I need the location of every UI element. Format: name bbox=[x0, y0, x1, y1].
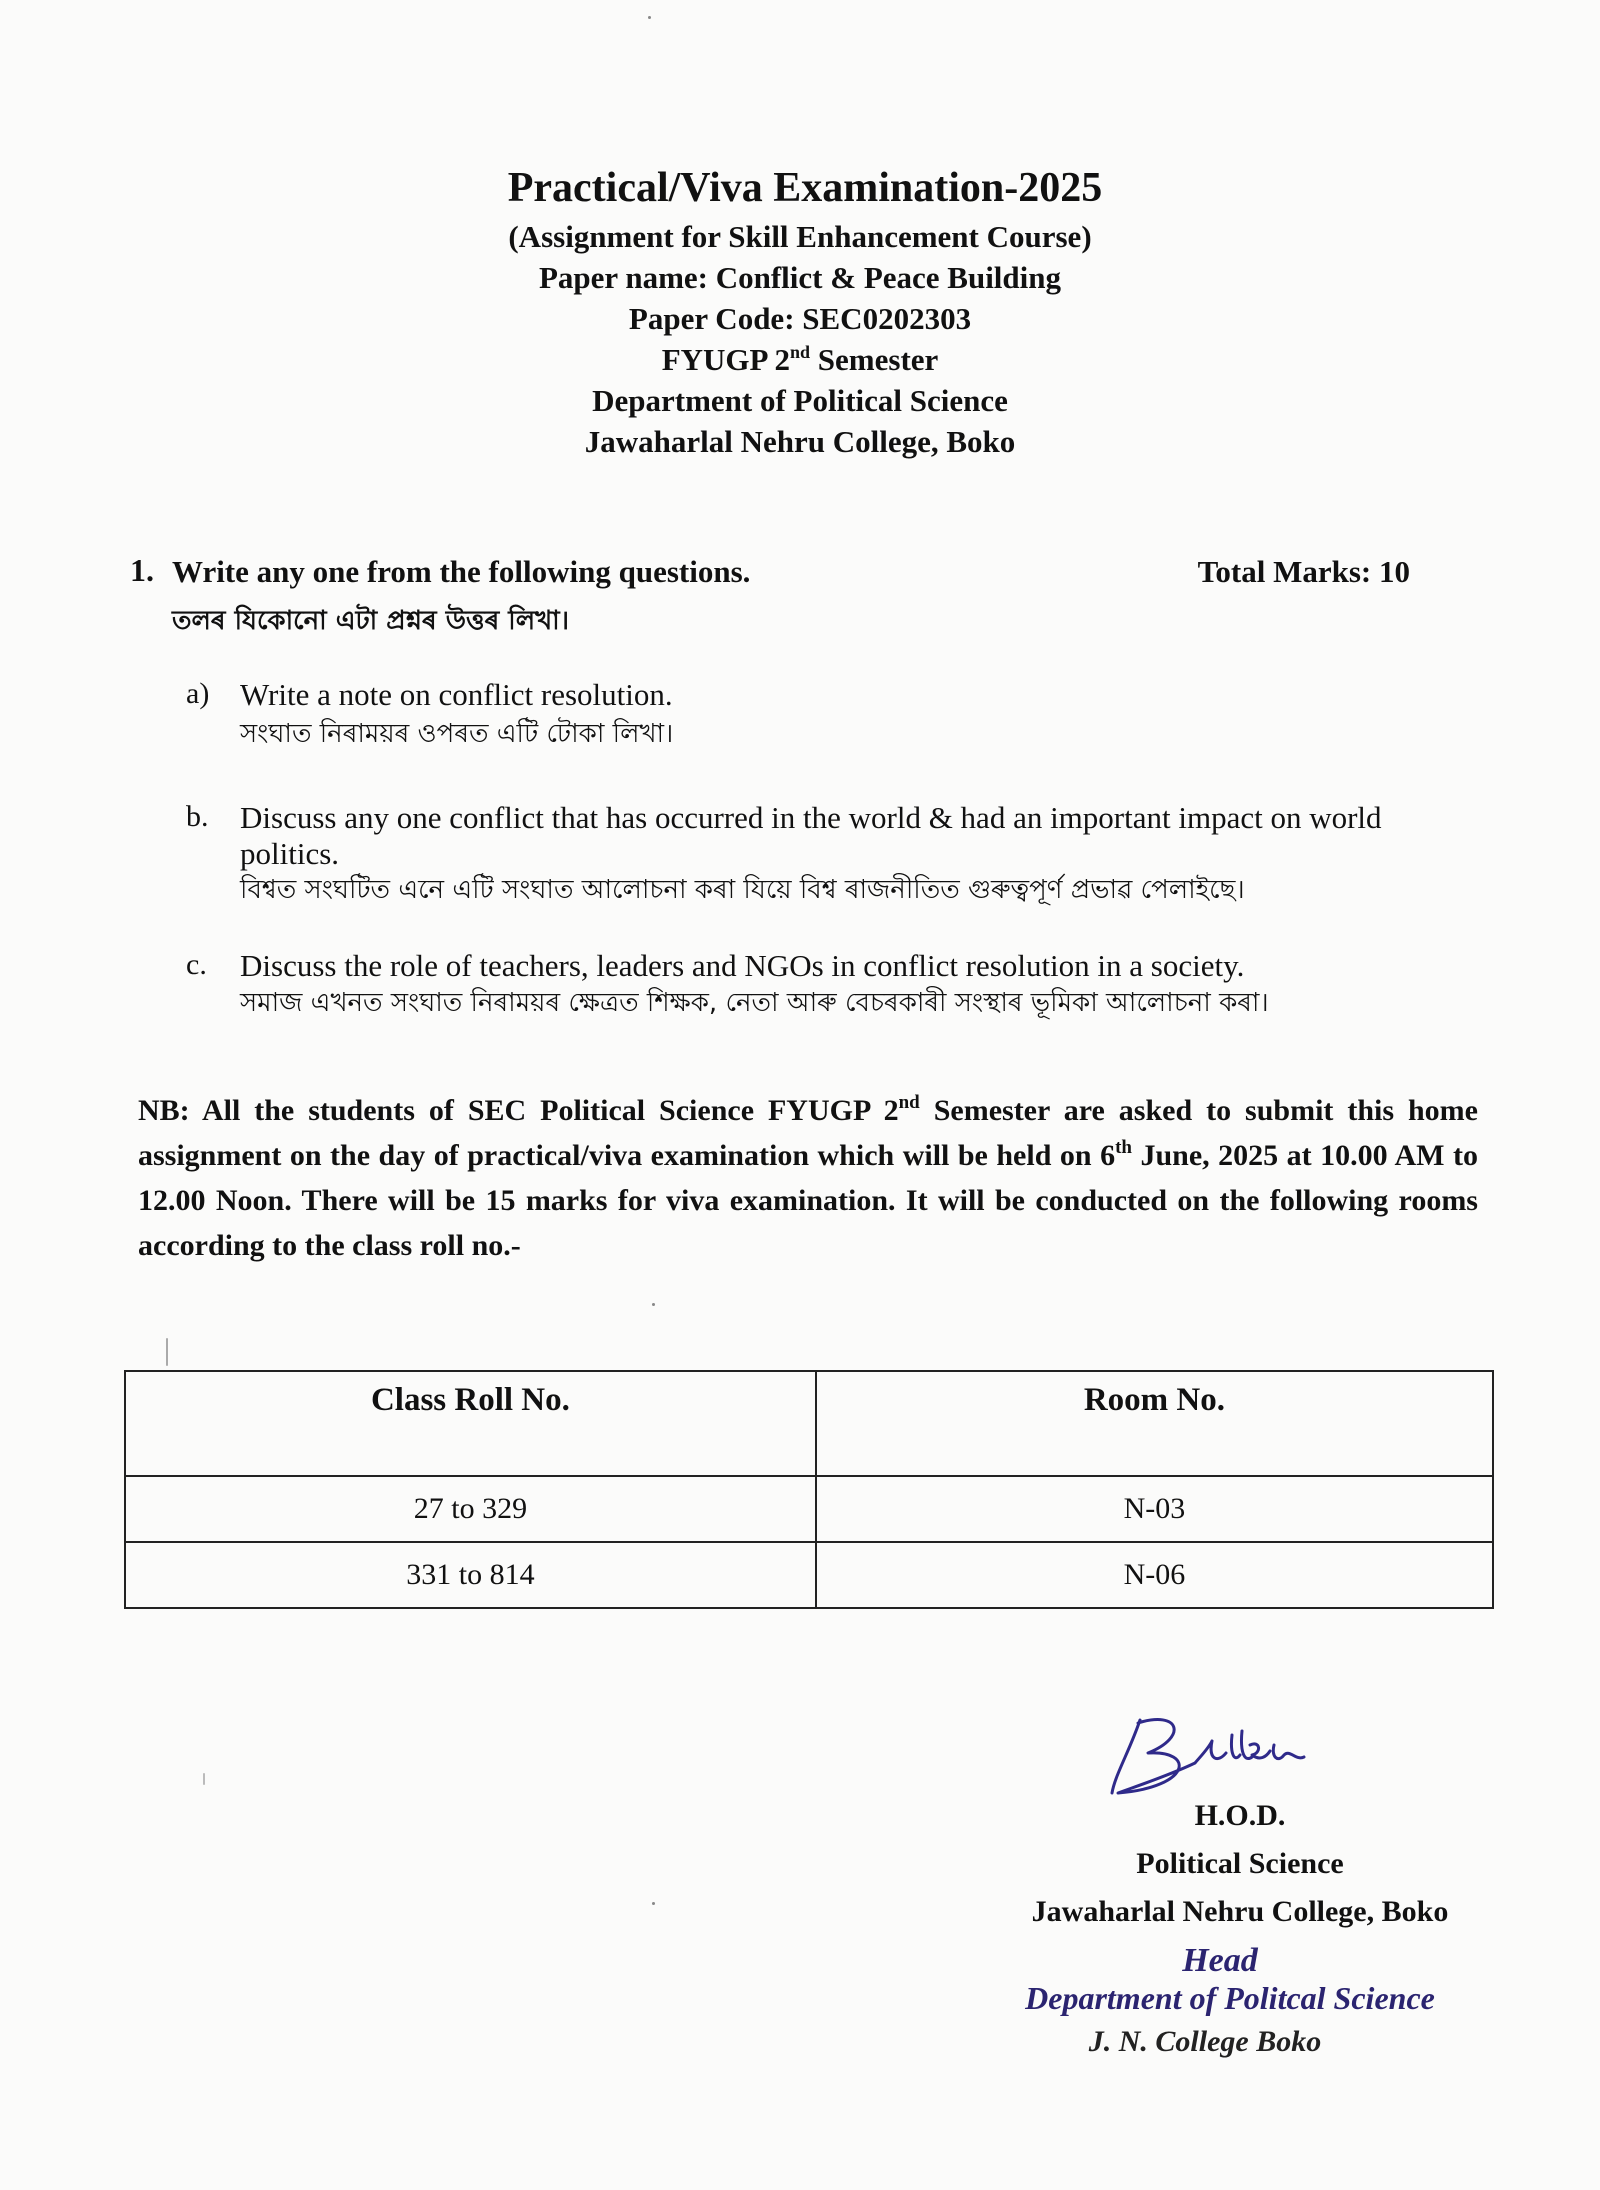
option-text-assamese: সমাজ এখনত সংঘাত নিৰাময়ৰ ক্ষেত্ৰত শিক্ষক, নেতা আৰু বেচৰকাৰী সংস্থাৰ ভূমিকা আলোচনা কৰা। bbox=[240, 988, 1269, 1018]
signatory-college: Jawaharlal Nehru College, Boko bbox=[1031, 1895, 1449, 1928]
room-cell: N-06 bbox=[816, 1542, 1493, 1608]
notice-part-3: June, 2025 at 10.00 AM to 12.00 Noon. There will be 15 marks for viva examination. It will be conducted on the following rooms according to the class roll no.- bbox=[138, 1139, 1478, 1262]
question-text: Write any one from the following questions. bbox=[172, 554, 751, 589]
option-marker: c. bbox=[186, 948, 207, 981]
question-text-assamese: তলৰ যিকোনো এটা প্ৰশ্নৰ উত্তৰ লিখা। bbox=[172, 606, 569, 636]
notice-part-1: NB: All the students of SEC Political Science FYUGP 2 bbox=[138, 1094, 899, 1127]
semester-suffix: Semester bbox=[810, 342, 939, 377]
table-row bbox=[125, 1542, 1493, 1608]
college-name: Jawaharlal Nehru College, Boko bbox=[584, 424, 1016, 459]
question-number: 1. bbox=[130, 552, 154, 588]
roll-range-cell: 27 to 329 bbox=[125, 1476, 816, 1542]
column-header-room: Room No. bbox=[816, 1371, 1493, 1476]
handwritten-signature bbox=[1100, 1705, 1310, 1805]
room-cell: N-03 bbox=[816, 1476, 1493, 1542]
exam-subtitle: (Assignment for Skill Enhancement Course) bbox=[508, 219, 1092, 254]
semester-line bbox=[0, 339, 1600, 380]
paper-code: Paper Code: SEC0202303 bbox=[628, 301, 972, 336]
signatory-department: Political Science bbox=[1136, 1847, 1344, 1880]
department-stamp bbox=[990, 1935, 1460, 2065]
notice-ordinal-1: nd bbox=[898, 1092, 920, 1113]
table-row bbox=[125, 1476, 1493, 1542]
notice-part-2: Semester are asked to submit this home assignment on the day of practical/viva examination which will be held on 6 bbox=[138, 1094, 1478, 1172]
signature-block bbox=[980, 1792, 1500, 1936]
roll-range-cell: 331 to 814 bbox=[125, 1542, 816, 1608]
department-name: Department of Political Science bbox=[592, 383, 1008, 418]
paper-speck bbox=[648, 16, 651, 19]
exam-title: Practical/Viva Examination-2025 bbox=[507, 165, 1103, 211]
document-header bbox=[0, 160, 1600, 462]
notice-paragraph bbox=[138, 1088, 1478, 1268]
semester-ordinal: nd bbox=[790, 342, 811, 362]
option-text-assamese: সংঘাত নিৰাময়ৰ ওপৰত এটি টোকা লিখা। bbox=[240, 719, 674, 749]
paper-name: Paper name: Conflict & Peace Building bbox=[538, 260, 1062, 295]
stamp-line-2: Department of Politcal Science bbox=[1025, 1980, 1435, 2016]
paper-mark bbox=[203, 1773, 205, 1785]
total-marks: Total Marks: 10 bbox=[1197, 554, 1410, 589]
semester-prefix: FYUGP 2 bbox=[661, 342, 791, 377]
paper-speck bbox=[652, 1902, 655, 1905]
option-text-assamese: বিশ্বত সংঘটিত এনে এটি সংঘাত আলোচনা কৰা যিয়ে বিশ্ব ৰাজনীতিত গুৰুত্বপূৰ্ণ প্ৰভাৱ পেলাইছে। bbox=[240, 875, 1245, 905]
stamp-line-3: J. N. College Boko bbox=[1088, 2025, 1322, 2058]
option-marker: a) bbox=[186, 677, 210, 710]
notice-ordinal-2: th bbox=[1115, 1137, 1132, 1158]
option-text: Write a note on conflict resolution. bbox=[240, 677, 673, 712]
room-allocation-table bbox=[124, 1370, 1494, 1609]
option-text: Discuss the role of teachers, leaders and NGOs in conflict resolution in a society. bbox=[240, 948, 1245, 983]
option-text: Discuss any one conflict that has occurred in the world & had an important impact on world politics. bbox=[240, 800, 1382, 871]
option-marker: b. bbox=[186, 800, 209, 833]
paper-speck bbox=[652, 1303, 655, 1306]
column-header-roll: Class Roll No. bbox=[125, 1371, 816, 1476]
signatory-designation: H.O.D. bbox=[1194, 1799, 1286, 1832]
stamp-line-1: Head bbox=[1182, 1942, 1258, 1979]
paper-mark bbox=[166, 1338, 168, 1366]
table-header-row bbox=[125, 1371, 1493, 1476]
